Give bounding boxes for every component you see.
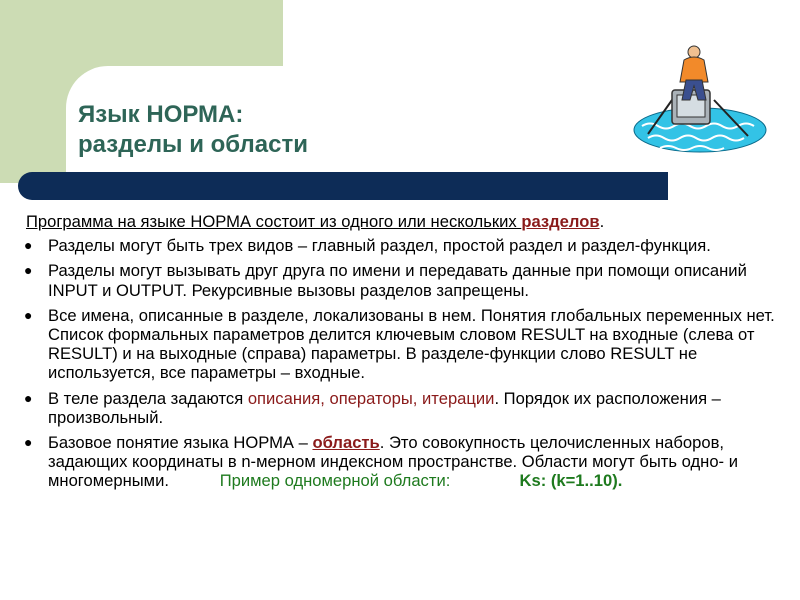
intro-text: Программа на языке НОРМА состоит из одного или нескольких (26, 212, 522, 231)
bullet-text (48, 389, 788, 427)
slide-content (24, 212, 788, 497)
title-line-1: Язык НОРМА: (78, 101, 244, 128)
title-line-2: разделы и области (78, 131, 308, 158)
bullet-dot-icon: ● (24, 262, 33, 279)
rowing-boat-clipart-icon (630, 38, 770, 158)
bullet-dot-icon: ● (24, 434, 33, 451)
bullet-text-pre: Базовое понятие языка НОРМА – (48, 433, 313, 453)
bullet-dot-icon: ● (24, 389, 33, 406)
bullet-item (24, 433, 788, 491)
bullet-text-pre: В теле раздела задаются (48, 388, 248, 408)
intro-emphasis: разделов (521, 212, 600, 231)
bullet-dot-icon: ● (24, 237, 33, 254)
bullet-item (24, 261, 788, 299)
bullet-text: Разделы могут быть трех видов – главный раздел, простой раздел и раздел-функция. (48, 236, 711, 256)
slide-title (78, 100, 308, 160)
bullet-item (24, 306, 788, 383)
bullet-text-post: . Порядок их расположения – произвольный. (48, 388, 721, 427)
intro-paragraph (24, 212, 788, 231)
bullet-text: Все имена, описанные в разделе, локализованы в нем. Понятия глобальных переменных нет. Список формальных параметров делится ключевым словом RESULT на входные (слева от RESULT) и на выходные (справа) параметры. В разделе-функции слово RESULT не используется, все параметры – входные. (48, 305, 775, 383)
bullet-text: Разделы могут вызывать друг друга по имени и передавать данные при помощи описаний INPUT и OUTPUT. Рекурсивные вызовы разделов запрещены. (48, 261, 747, 300)
example-label: Пример одномерной области: (219, 471, 451, 491)
bullet-item (24, 236, 788, 255)
bullet-text (48, 433, 788, 491)
bullet-text-mid: . Это совокупность целочисленных наборов, задающих координаты в n-мерном индексном пространстве. Области могут быть одно- и многомерными. (48, 433, 738, 491)
bullet-emphasis: описания, операторы, итерации (247, 388, 495, 408)
intro-end: . (599, 212, 605, 231)
bullet-dot-icon: ● (24, 306, 33, 323)
bullet-emphasis: область (312, 433, 380, 453)
title-underline-bar (18, 172, 668, 200)
bullet-item (24, 389, 788, 427)
example-code: Ks: (k=1..10). (519, 471, 623, 491)
